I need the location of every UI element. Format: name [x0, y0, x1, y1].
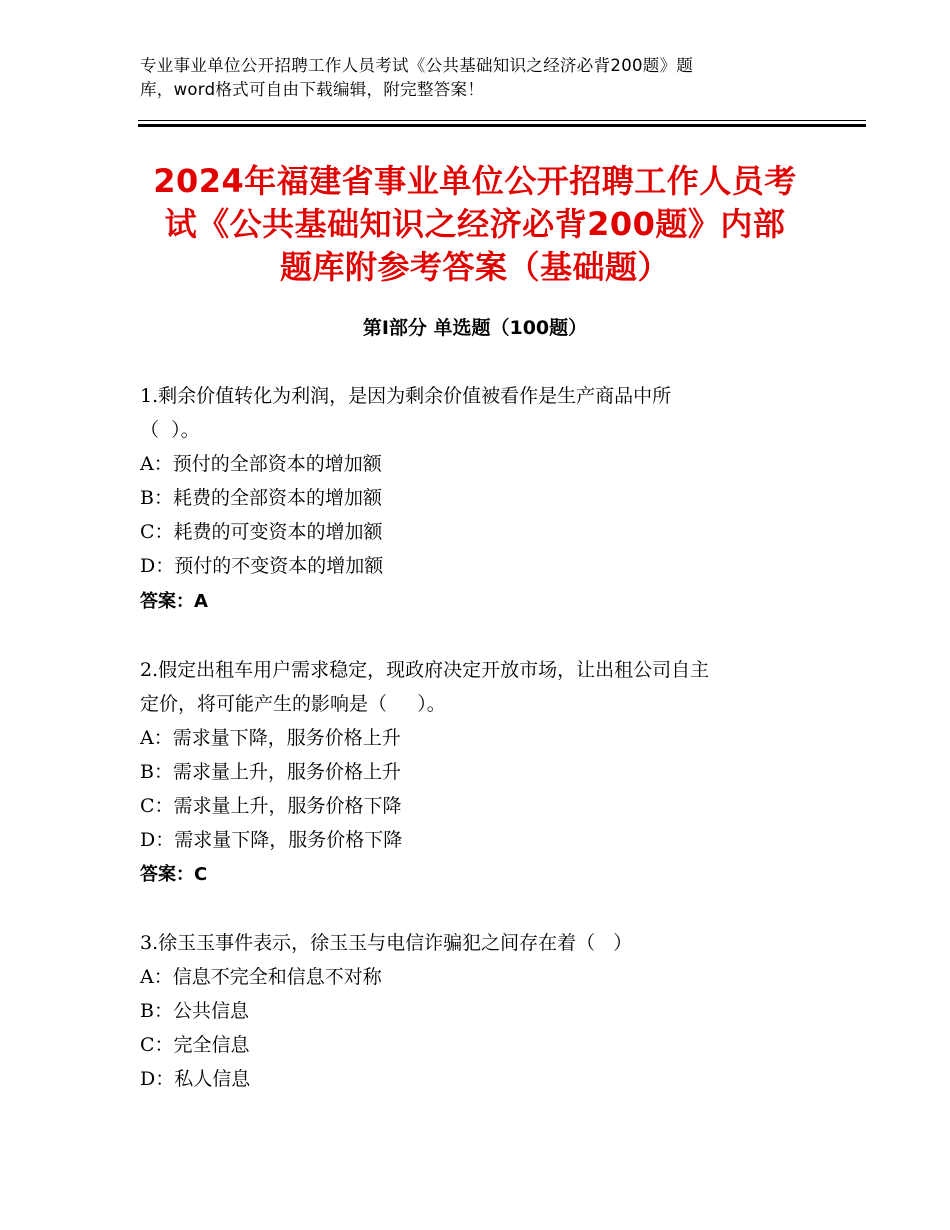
- header-divider-thin: [138, 120, 866, 121]
- header-divider-thick: [138, 124, 866, 127]
- document-title: [120, 160, 830, 289]
- question-3-option-a: A：信息不完全和信息不对称: [140, 966, 382, 988]
- question-1-stem: （ ）。: [140, 419, 200, 441]
- title-line: 题库附参考答案（基础题）: [279, 248, 670, 286]
- question-1-option-a: A：预付的全部资本的增加额: [140, 453, 382, 475]
- question-2-option-a: A：需求量下降，服务价格上升: [140, 727, 401, 749]
- question-1-stem: 1.剩余价值转化为利润，是因为剩余价值被看作是生产商品中所: [140, 385, 672, 407]
- question-2-option-b: B：需求量上升，服务价格上升: [140, 761, 401, 783]
- question-1-option-c: C：耗费的可变资本的增加额: [140, 521, 383, 543]
- question-1-option-b: B：耗费的全部资本的增加额: [140, 487, 382, 509]
- question-2-stem: 定价，将可能产生的影响是（ ）。: [140, 693, 446, 715]
- title-line: 试《公共基础知识之经济必背200题》内部: [164, 205, 786, 243]
- section-heading: 第Ⅰ部分 单选题（100题）: [362, 317, 588, 339]
- question-2-option-c: C：需求量上升，服务价格下降: [140, 795, 402, 817]
- header-note: [140, 54, 780, 102]
- question-3-option-d: D：私人信息: [140, 1068, 251, 1090]
- question-1-answer: 答案：A: [140, 591, 208, 612]
- question-2-answer: 答案：C: [140, 864, 208, 885]
- question-2-option-d: D：需求量下降，服务价格下降: [140, 829, 403, 851]
- question-3-stem: 3.徐玉玉事件表示，徐玉玉与电信诈骗犯之间存在着（ ）: [140, 932, 633, 954]
- title-line: 2024年福建省事业单位公开招聘工作人员考: [153, 162, 797, 200]
- header-note-line: 专业事业单位公开招聘工作人员考试《公共基础知识之经济必背200题》题: [140, 56, 694, 75]
- question-3-option-b: B：公共信息: [140, 1000, 249, 1022]
- question-3-option-c: C：完全信息: [140, 1034, 250, 1056]
- question-1-option-d: D：预付的不变资本的增加额: [140, 555, 384, 577]
- question-2-stem: 2.假定出租车用户需求稳定，现政府决定开放市场，让出租公司自主: [140, 659, 710, 681]
- header-note-line: 库，word格式可自由下载编辑，附完整答案！: [140, 80, 485, 99]
